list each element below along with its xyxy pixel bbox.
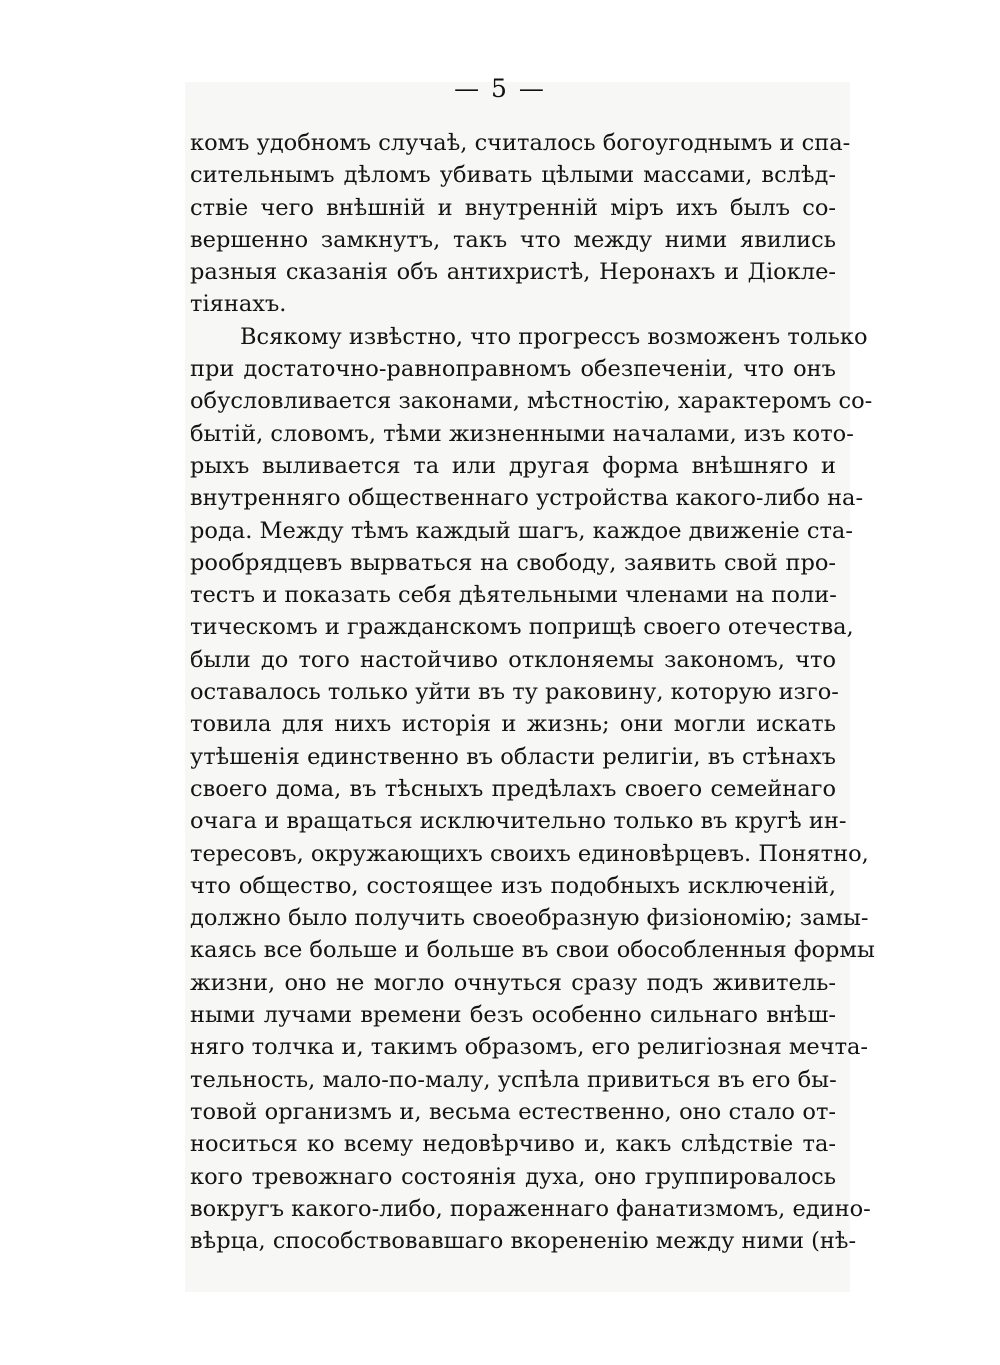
text-line: вокругъ какого-либо, пораженнаго фанатизмомъ, едино-	[190, 1195, 871, 1222]
text-line: тестъ и показать себя дѣятельными членами на поли-	[190, 582, 837, 609]
text-line: были до того настойчиво отклоняемы закономъ, что	[190, 646, 836, 673]
text-line: оставалось только уйти въ ту раковину, которую изго-	[190, 679, 839, 706]
paragraph-start-line: Всякому извѣстно, что прогрессъ возможенъ только	[240, 323, 868, 350]
text-line: няго толчка и, такимъ образомъ, его религіозная мечта-	[190, 1034, 869, 1061]
text-line: сительнымъ дѣломъ убивать цѣлыми массами, вслѣд-	[190, 162, 836, 189]
text-line: при достаточно-равноправномъ обезпеченіи, что онъ	[190, 356, 836, 383]
text-line: разныя сказанія объ антихристѣ, Неронахъ и Діокле-	[190, 259, 836, 286]
text-line: тіянахъ.	[190, 291, 287, 318]
text-line: бытій, словомъ, тѣми жизненными началами, изъ кото-	[190, 420, 854, 447]
text-line: обусловливается законами, мѣстностію, характеромъ со-	[190, 388, 873, 415]
text-line: комъ удобномъ случаѣ, считалось богоугоднымъ и спа-	[190, 130, 851, 156]
text-line: каясь все больше и больше въ свои обособленныя формы	[190, 937, 875, 964]
text-line: что общество, состоящее изъ подобныхъ исключеній,	[190, 872, 836, 899]
text-line: тическомъ и гражданскомъ поприщѣ своего отечества,	[190, 614, 854, 641]
text-line: носиться ко всему недовѣрчиво и, какъ слѣдствіе та-	[190, 1131, 836, 1158]
text-line: внутренняго общественнаго устройства какого-либо на-	[190, 485, 864, 512]
text-line: рыхъ выливается та или другая форма внѣшняго и	[190, 452, 836, 479]
text-line: товой организмъ и, весьма естественно, оно стало от-	[190, 1098, 836, 1125]
text-line: тельность, мало-по-малу, успѣла привиться въ его бы-	[190, 1066, 837, 1093]
text-line: вѣрца, способствовавшаго вкорененію между ними (нѣ-	[190, 1228, 857, 1255]
text-line: рообрядцевъ вырваться на свободу, заявить свой про-	[190, 549, 836, 576]
text-line: ствіе чего внѣшній и внутренній міръ ихъ былъ со-	[190, 194, 836, 221]
text-line: утѣшенія единственно въ области религіи, въ стѣнахъ	[190, 743, 836, 770]
text-line: кого тревожнаго состоянія духа, оно группировалось	[190, 1163, 836, 1190]
text-line: очага и вращаться исключительно только въ кругѣ ин-	[190, 808, 847, 835]
text-line: ными лучами времени безъ особенно сильнаго внѣш-	[190, 1002, 836, 1029]
text-line: рода. Между тѣмъ каждый шагъ, каждое движеніе ста-	[190, 517, 853, 544]
text-line: жизни, оно не могло очнуться сразу подъ живитель-	[190, 969, 836, 996]
body-text	[190, 127, 875, 1257]
text-line: товила для нихъ исторія и жизнь; они могли искать	[190, 711, 836, 738]
text-line: тересовъ, окружающихъ своихъ единовѣрцевъ. Понятно,	[190, 840, 869, 867]
page-number: — 5 —	[454, 74, 546, 103]
text-line: должно было получить своеобразную физіономію; замы-	[190, 905, 869, 932]
text-line: своего дома, въ тѣсныхъ предѣлахъ своего семейнаго	[190, 775, 836, 802]
text-line: вершенно замкнутъ, такъ что между ними явились	[190, 226, 836, 253]
